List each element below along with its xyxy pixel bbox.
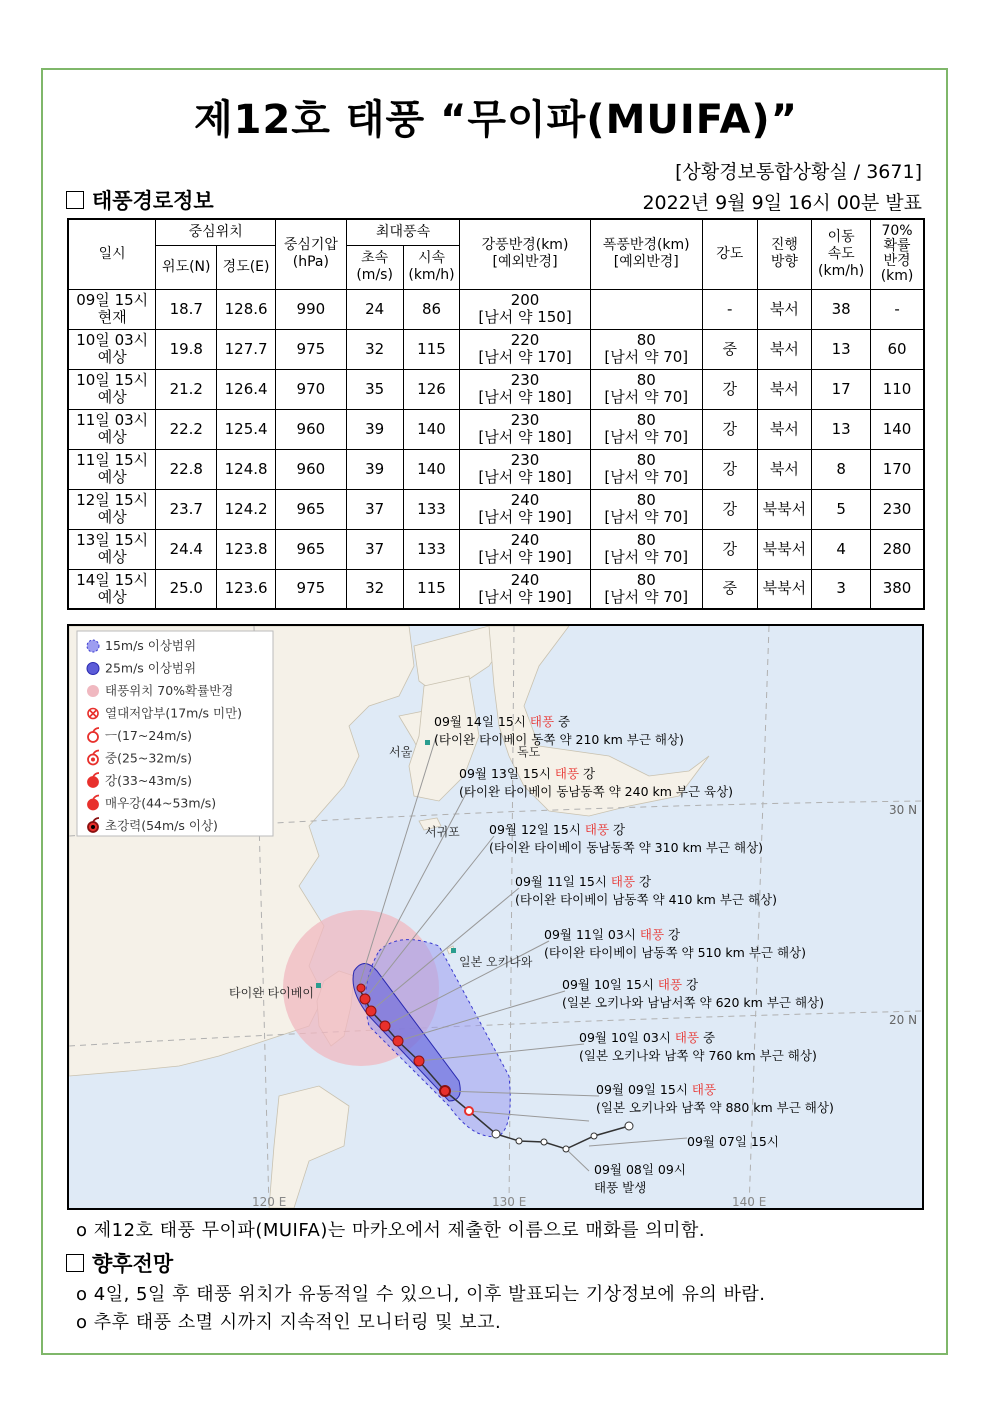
legend-label: 매우강(44~53m/s)	[105, 795, 217, 811]
header-lon: 경도(E)	[217, 245, 276, 289]
header-storm-radius: 폭풍반경(km) [예외반경]	[590, 219, 702, 289]
label-typhoon-word: 태풍	[584, 822, 610, 837]
cell-p: 960	[276, 409, 347, 449]
cell-prob: 280	[871, 529, 924, 569]
cell-int: 중	[702, 569, 757, 609]
forecast-point-0915	[465, 1107, 473, 1115]
map-svg	[69, 626, 922, 1208]
cell-lon: 124.2	[217, 489, 276, 529]
cell-p: 975	[276, 329, 347, 369]
forecast-point-1415	[357, 984, 365, 992]
outlook-item-2	[76, 1308, 501, 1334]
label-date: 09월 09일 15시	[596, 1082, 692, 1097]
legend-label: 25m/s 이상범위	[105, 660, 197, 676]
label-date: 09월 13일 15시	[459, 766, 555, 781]
cell-kmh: 133	[403, 529, 460, 569]
cell-dir: 북서	[757, 409, 812, 449]
cell-lat: 19.8	[156, 329, 217, 369]
forecast-label-date	[489, 822, 625, 837]
forecast-label-desc: (일본 오키나와 남쪽 약 760 km 부근 해상)	[579, 1048, 817, 1063]
label-grade: 강	[579, 766, 596, 781]
cell-ms: 32	[346, 569, 403, 609]
cell-ms: 37	[346, 529, 403, 569]
bullet-mark: o	[76, 1312, 88, 1333]
table-row	[68, 289, 924, 329]
cell-lat: 24.4	[156, 529, 217, 569]
forecast-point-1115	[380, 1021, 390, 1031]
label-typhoon-word: 태풍	[529, 714, 555, 729]
cell-r25: 80 [남서 약 70]	[590, 569, 702, 609]
cell-time: 11일 15시 예상	[68, 449, 156, 489]
cell-r25: 80 [남서 약 70]	[590, 329, 702, 369]
header-ms: 초속 (m/s)	[346, 245, 403, 289]
label-grade: 중	[699, 1030, 716, 1045]
cell-p: 970	[276, 369, 347, 409]
cell-r15: 200 [남서 약 150]	[460, 289, 590, 329]
legend-label: 열대저압부(17m/s 미만)	[105, 705, 243, 721]
cell-spd: 17	[812, 369, 871, 409]
cell-lon: 127.7	[217, 329, 276, 369]
cell-time: 11일 03시 예상	[68, 409, 156, 449]
legend-symbol-icon	[87, 685, 99, 697]
label-typhoon-word: 태풍	[691, 1082, 717, 1097]
cell-prob: 110	[871, 369, 924, 409]
past-point	[625, 1122, 633, 1130]
cell-p: 975	[276, 569, 347, 609]
cell-p: 965	[276, 489, 347, 529]
label-date: 09월 11일 15시	[515, 874, 611, 889]
table-row	[68, 529, 924, 569]
cell-lon: 123.8	[217, 529, 276, 569]
legend-symbol-icon	[87, 663, 99, 675]
place-seoul: 서울	[389, 745, 413, 759]
forecast-label-desc: (일본 오키나와 남남서쪽 약 620 km 부근 해상)	[562, 995, 824, 1010]
header-time: 일시	[68, 219, 156, 289]
header-wind: 최대풍속	[346, 219, 460, 245]
label-typhoon-word: 태풍	[554, 766, 580, 781]
legend-symbol-icon	[87, 640, 99, 652]
forecast-label-date	[515, 874, 651, 889]
typhoon-track-map	[67, 624, 924, 1210]
cell-time: 09일 15시 현재	[68, 289, 156, 329]
grid-label-130e: 130 E	[492, 1195, 527, 1208]
seoul-marker	[425, 740, 430, 745]
cell-r25: 80 [남서 약 70]	[590, 449, 702, 489]
cell-time: 10일 03시 예상	[68, 329, 156, 369]
cell-lat: 22.2	[156, 409, 217, 449]
cell-int: 중	[702, 329, 757, 369]
cell-ms: 39	[346, 409, 403, 449]
forecast-point-1015	[414, 1056, 424, 1066]
label-grade: 강	[682, 977, 699, 992]
cell-kmh: 115	[403, 329, 460, 369]
cell-r15: 230 [남서 약 180]	[460, 449, 590, 489]
cell-spd: 5	[812, 489, 871, 529]
cell-r15: 230 [남서 약 180]	[460, 409, 590, 449]
grid-label-20n: 20 N	[889, 1013, 918, 1027]
cell-dir: 북북서	[757, 529, 812, 569]
table-row	[68, 329, 924, 369]
cell-int: 강	[702, 449, 757, 489]
cell-dir: 북서	[757, 369, 812, 409]
cell-r25: 80 [남서 약 70]	[590, 409, 702, 449]
cell-int: 강	[702, 369, 757, 409]
cell-kmh: 115	[403, 569, 460, 609]
forecast-point-1215	[366, 1006, 376, 1016]
cell-int: -	[702, 289, 757, 329]
header-center: 중심위치	[156, 219, 276, 245]
bullet-mark: o	[76, 1284, 88, 1305]
cell-lon: 124.8	[217, 449, 276, 489]
cell-kmh: 86	[403, 289, 460, 329]
label-grade: 강	[609, 822, 626, 837]
cell-dir: 북서	[757, 449, 812, 489]
place-okinawa: 일본 오키나와	[459, 955, 533, 969]
legend-label: 강(33~43m/s)	[105, 773, 193, 788]
cell-r15: 240 [남서 약 190]	[460, 529, 590, 569]
cell-r25: 80 [남서 약 70]	[590, 529, 702, 569]
cell-r25: 80 [남서 약 70]	[590, 489, 702, 529]
cell-kmh: 133	[403, 489, 460, 529]
section-outlook-heading	[66, 1248, 173, 1278]
cell-time: 14일 15시 예상	[68, 569, 156, 609]
forecast-label-desc: (타이완 타이베이 동남동쪽 약 310 km 부근 해상)	[489, 840, 764, 855]
outlook-text-1: 4일, 5일 후 태풍 위치가 유동적일 수 있으니, 이후 발표되는 기상정보에 유의 바람.	[93, 1284, 766, 1305]
place-taipei: 타이완 타이베이	[229, 986, 314, 1000]
cell-p: 960	[276, 449, 347, 489]
legend-label: 15m/s 이상범위	[105, 638, 197, 653]
forecast-label-desc: (일본 오키나와 남쪽 약 880 km 부근 해상)	[596, 1100, 834, 1115]
label-grade: 강	[635, 874, 652, 889]
label-grade: 강	[664, 927, 681, 942]
label-typhoon-word: 태풍	[674, 1030, 700, 1045]
forecast-label-desc: (타이완 타이베이 남동쪽 약 410 km 부근 해상)	[515, 892, 777, 907]
cell-ms: 24	[346, 289, 403, 329]
cell-ms: 39	[346, 449, 403, 489]
past-label-genesis: 태풍 발생	[594, 1180, 647, 1195]
page-title: 제12호 태풍 “무이파(MUIFA)”	[194, 97, 798, 143]
cell-lat: 22.8	[156, 449, 217, 489]
table-row	[68, 449, 924, 489]
past-point	[563, 1146, 569, 1152]
section-track-title: 태풍경로정보	[92, 189, 214, 213]
grid-label-140e: 140 E	[732, 1195, 767, 1208]
cell-kmh: 140	[403, 449, 460, 489]
cell-prob: -	[871, 289, 924, 329]
cell-ms: 32	[346, 329, 403, 369]
section-outlook-title: 향후전망	[92, 1252, 174, 1276]
label-date: 09월 12일 15시	[489, 822, 585, 837]
past-label-0907: 09월 07일 15시	[687, 1134, 779, 1149]
cell-time: 13일 15시 예상	[68, 529, 156, 569]
announce-time: 2022년 9월 9일 16시 00분 발표	[642, 192, 922, 214]
table-row	[68, 409, 924, 449]
cell-r25: 80 [남서 약 70]	[590, 369, 702, 409]
cell-dir: 북서	[757, 329, 812, 369]
cell-lat: 21.2	[156, 369, 217, 409]
cell-prob: 140	[871, 409, 924, 449]
cell-p: 965	[276, 529, 347, 569]
grid-label-30n: 30 N	[889, 803, 918, 817]
name-note	[76, 1216, 705, 1242]
cell-r25	[590, 289, 702, 329]
cell-p: 990	[276, 289, 347, 329]
outlook-text-2: 추후 태풍 소멸 시까지 지속적인 모니터링 및 보고.	[93, 1312, 502, 1333]
header-prob-radius: 70% 확률 반경 (km)	[871, 219, 924, 289]
cell-dir: 북서	[757, 289, 812, 329]
label-grade: 중	[554, 714, 571, 729]
label-typhoon-word: 태풍	[639, 927, 665, 942]
label-date: 09월 10일 15시	[562, 977, 658, 992]
place-dokdo: 독도	[517, 745, 541, 759]
bullet-mark: o	[76, 1220, 88, 1241]
forecast-label-date	[596, 1082, 716, 1097]
legend-label: 중(25~32m/s)	[105, 750, 193, 766]
place-seogwipo: 서귀포	[425, 825, 460, 839]
header-direction: 진행 방향	[757, 219, 812, 289]
legend-label: 태풍위치 70%확률반경	[105, 683, 234, 698]
cell-r15: 230 [남서 약 180]	[460, 369, 590, 409]
cell-prob: 380	[871, 569, 924, 609]
cell-ms: 35	[346, 369, 403, 409]
cell-spd: 3	[812, 569, 871, 609]
checkbox-square-icon	[66, 1254, 84, 1272]
table-row	[68, 369, 924, 409]
label-date: 09월 10일 03시	[579, 1030, 675, 1045]
grid-label-120e: 120 E	[252, 1195, 287, 1208]
header-pressure: 중심기압 (hPa)	[276, 219, 347, 289]
cell-spd: 38	[812, 289, 871, 329]
forecast-label-desc: (타이완 타이베이 동남동쪽 약 240 km 부근 육상)	[459, 784, 734, 799]
past-point	[516, 1138, 522, 1144]
cell-lat: 25.0	[156, 569, 217, 609]
forecast-label-date	[544, 927, 680, 942]
forecast-label-date	[579, 1030, 715, 1045]
legend-label: 초강력(54m/s 이상)	[105, 818, 218, 833]
forecast-point-1103	[393, 1036, 403, 1046]
cell-time: 12일 15시 예상	[68, 489, 156, 529]
cell-prob: 60	[871, 329, 924, 369]
past-point	[492, 1130, 500, 1138]
cell-r15: 240 [남서 약 190]	[460, 569, 590, 609]
office-label: [상황경보통합상황실 / 3671]	[675, 161, 922, 183]
forecast-label-date	[434, 714, 570, 729]
header-intensity: 강도	[702, 219, 757, 289]
okinawa-marker	[451, 948, 456, 953]
map-legend	[77, 631, 273, 836]
cell-lon: 125.4	[217, 409, 276, 449]
cell-time: 10일 15시 예상	[68, 369, 156, 409]
label-date: 09월 11일 03시	[544, 927, 640, 942]
label-typhoon-word: 태풍	[657, 977, 683, 992]
cell-ms: 37	[346, 489, 403, 529]
cell-spd: 4	[812, 529, 871, 569]
past-point	[541, 1139, 547, 1145]
cell-lat: 23.7	[156, 489, 217, 529]
label-date: 09월 14일 15시	[434, 714, 530, 729]
forecast-label-date	[459, 766, 595, 781]
cell-prob: 170	[871, 449, 924, 489]
past-label-0908: 09월 08일 09시	[594, 1162, 686, 1177]
forecast-point-1003	[440, 1086, 450, 1096]
checkbox-square-icon	[66, 191, 84, 209]
cell-dir: 북북서	[757, 489, 812, 529]
past-point	[591, 1133, 597, 1139]
cell-lon: 126.4	[217, 369, 276, 409]
cell-spd: 13	[812, 329, 871, 369]
label-typhoon-word: 태풍	[610, 874, 636, 889]
legend-label: ㅡ(17~24m/s)	[105, 728, 193, 743]
forecast-label-desc: (타이완 타이베이 남동쪽 약 510 km 부근 해상)	[544, 945, 806, 960]
header-gale-radius: 강풍반경(km) [예외반경]	[460, 219, 590, 289]
cell-spd: 8	[812, 449, 871, 489]
cell-r15: 240 [남서 약 190]	[460, 489, 590, 529]
header-kmh: 시속 (km/h)	[403, 245, 460, 289]
track-table	[67, 218, 925, 610]
taipei-marker	[316, 983, 321, 988]
forecast-point-1315	[360, 994, 370, 1004]
forecast-label-desc: (타이완 타이베이 동쪽 약 210 km 부근 해상)	[434, 732, 684, 747]
cell-spd: 13	[812, 409, 871, 449]
cell-int: 강	[702, 529, 757, 569]
name-note-text: 제12호 태풍 무이파(MUIFA)는 마카오에서 제출한 이름으로 매화를 의미함.	[93, 1220, 706, 1241]
cell-r15: 220 [남서 약 170]	[460, 329, 590, 369]
cell-int: 강	[702, 409, 757, 449]
cell-lon: 123.6	[217, 569, 276, 609]
section-track-heading	[66, 185, 214, 215]
forecast-label-date	[562, 977, 698, 992]
cell-prob: 230	[871, 489, 924, 529]
cell-lon: 128.6	[217, 289, 276, 329]
cell-int: 강	[702, 489, 757, 529]
cell-kmh: 126	[403, 369, 460, 409]
header-speed: 이동 속도 (km/h)	[812, 219, 871, 289]
cell-lat: 18.7	[156, 289, 217, 329]
track-table-body	[68, 289, 924, 609]
cell-kmh: 140	[403, 409, 460, 449]
table-row	[68, 489, 924, 529]
header-lat: 위도(N)	[156, 245, 217, 289]
outlook-item-1	[76, 1280, 766, 1306]
table-row	[68, 569, 924, 609]
cell-dir: 북북서	[757, 569, 812, 609]
